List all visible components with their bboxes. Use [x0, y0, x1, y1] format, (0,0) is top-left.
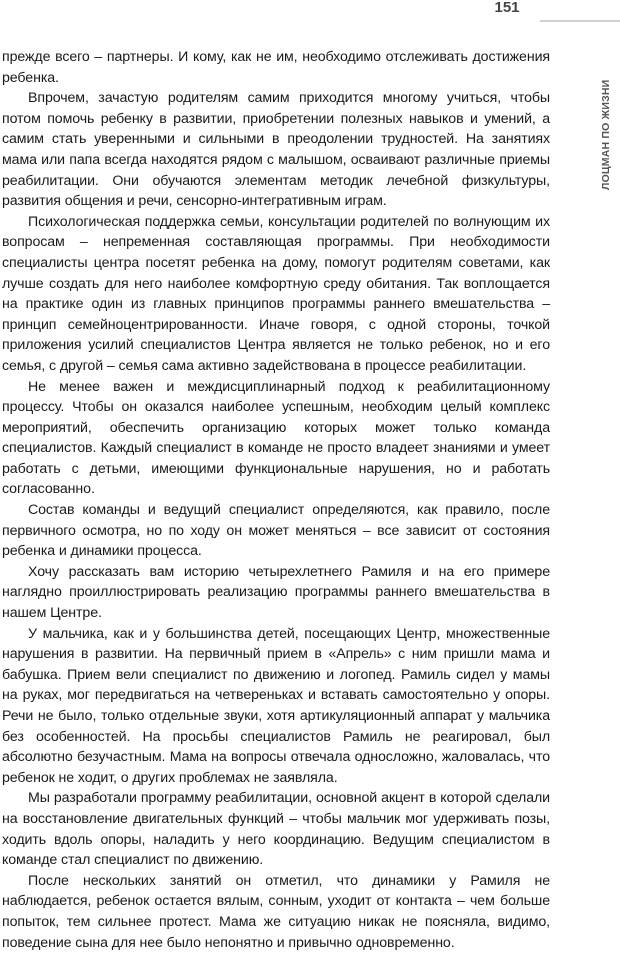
paragraph: После нескольких занятий он отметил, что динамики у Рамиля не наблюдается, ребенок остается вялым, сонным, уходит от контакта – чем больше попыток, тем сильнее протест. Мама же ситуацию никак не поясняла, видимо, поведение сына для нее было непонятно и привычно одновременно.	[2, 872, 550, 951]
page-number: 151	[494, 0, 520, 16]
paragraph: Не менее важен и междисциплинарный подход к реабилитационному процессу. Чтобы он оказался наиболее успешным, необходим целый комплекс мероприятий, обеспечить организацию которых может только команда специалистов. Каждый специалист в команде не просто владеет знаниями и умеет работать с детьми, имеющими функциональные нарушения, но и работать согласованно.	[2, 378, 550, 498]
header-divider	[540, 20, 620, 22]
paragraph: Мы разработали программу реабилитации, основной акцент в которой сделали на восстановление двигательных функций – чтобы мальчик мог удерживать позы, ходить вдоль опоры, наладить у него координацию. Ведущим специалистом в команде стал специалист по движению.	[2, 790, 550, 869]
body-text	[2, 47, 550, 953]
paragraph: прежде всего – партнеры. И кому, как не им, необходимо отслеживать достижения ребенка.	[2, 49, 550, 86]
running-head: ЛОЦМАН ПО ЖИЗНИ	[600, 79, 612, 190]
paragraph: Хочу рассказать вам историю четырехлетнего Рамиля и на его примере наглядно проиллюстрировать реализацию программы раннего вмешательства в нашем Центре.	[2, 563, 550, 622]
paragraph: Впрочем, зачастую родителям самим приходится многому учиться, чтобы потом помочь ребенку в развитии, приобретении полезных навыков и умений, а самим стать уверенными и сильными в преодолении трудностей. На занятиях мама или папа всегда находятся рядом с малышом, осваивают различные приемы реабилитации. Они обучаются элементам методик лечебной физкультуры, развития общения и речи, сенсорно-интегративным играм.	[2, 90, 550, 210]
paragraph: У мальчика, как и у большинства детей, посещающих Центр, множественные нарушения в развитии. На первичный прием в «Апрель» с ним пришли мама и бабушка. Прием вели специалист по движению и логопед. Рамиль сидел у мамы на руках, мог передвигаться на четвереньках и вставать самостоятельно у опоры. Речи не было, только отдельные звуки, хотя артикуляционный аппарат у мальчика без особенностей. На просьбы специалистов Рамиль не реагировал, был абсолютно безучастным. Мама на вопросы отвечала односложно, жаловалась, что ребенок не ходит, о других проблемах не заявляла.	[2, 625, 550, 786]
paragraph: Состав команды и ведущий специалист определяются, как правило, после первичного осмотра, но по ходу он может меняться – все зависит от состояния ребенка и динамики процесса.	[2, 502, 550, 560]
paragraph: Психологическая поддержка семьи, консультации родителей по волнующим их вопросам – непременная составляющая программы. При необходимости специалисты центра посетят ребенка на дому, помогут родителям советами, как лучше создать для него наиболее комфортную среду обитания. Так воплощается на практике один из главных принципов программы раннего вмешательства – принцип семейноцентрированности. Иначе говоря, с одной стороны, точкой приложения усилий специалистов Центра является не только ребенок, но и его семья, с другой – семья сама активно задействована в процессе реабилитации.	[2, 213, 550, 374]
